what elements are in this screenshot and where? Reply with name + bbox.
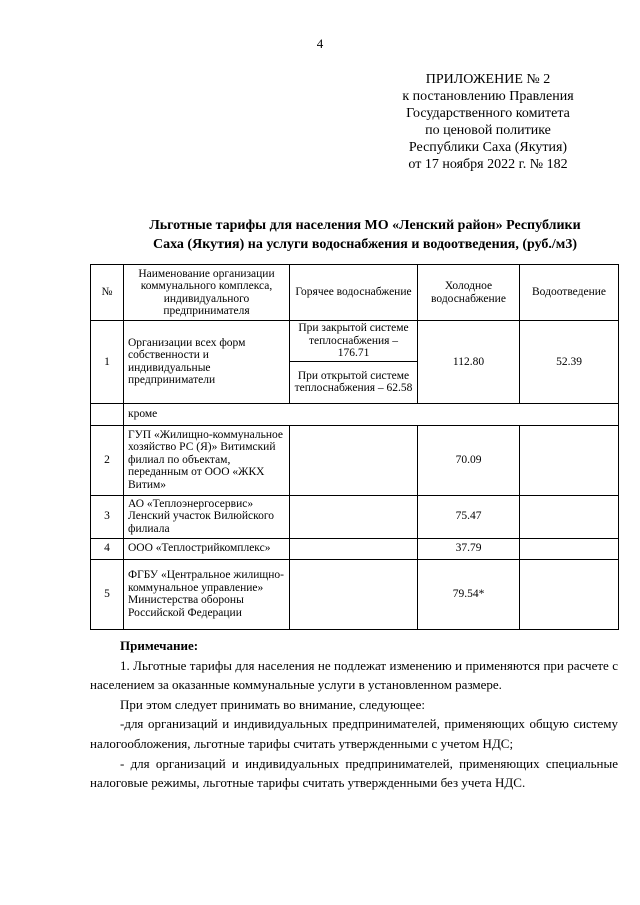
note-paragraph: -для организаций и индивидуальных предпринимателей, применяющих общую систему налогообложения, льготные тарифы считать утвержденными с учетом НДС; [90,716,618,751]
table-row [91,495,619,538]
row-hot-open: При открытой системе теплоснабжения – 62.58 [290,361,418,403]
row-org: ФГБУ «Центральное жилищно-коммунальное управление» Министерства обороны Российской Федерации [124,559,290,629]
row-num: 2 [91,425,124,495]
notes-section [90,636,618,793]
table-row [91,559,619,629]
table-header-row [91,265,619,321]
row-sewer: 52.39 [520,321,619,404]
appendix-line: ПРИЛОЖЕНИЕ № 2 [425,72,551,87]
table-row [91,321,619,362]
row-num: 1 [91,321,124,404]
appendix-header [378,71,598,173]
header-cold-water: Холодное водоснабжение [418,265,520,321]
header-sewerage: Водоотведение [520,265,619,321]
document-title [100,216,630,254]
row-num: 3 [91,495,124,538]
row-org: ГУП «Жилищно-коммунальное хозяйство РС (Я)» Витимский филиал по объектам, переданным от ООО «ЖКХ Витим» [124,425,290,495]
except-label: кроме [124,403,619,425]
table-row [91,425,619,495]
note-paragraph: При этом следует принимать во внимание, следующее: [120,696,425,712]
title-line: Саха (Якутия) на услуги водоснабжения и водоотведения, (руб./м3) [153,237,577,252]
appendix-line: от 17 ноября 2022 г. № 182 [408,157,568,172]
appendix-line: по ценовой политике [425,123,551,138]
header-hot-water: Горячее водоснабжение [290,265,418,321]
row-cold: 112.80 [418,321,520,404]
title-line: Льготные тарифы для населения МО «Ленский район» Республики [149,218,581,233]
header-org: Наименование организации коммунального комплекса, индивидуального предпринимателя [124,265,290,321]
row-cold: 37.79 [418,538,520,559]
row-cold: 75.47 [418,495,520,538]
note-paragraph: - для организаций и индивидуальных предпринимателей, применяющих специальные налоговые режимы, льготные тарифы считать утвержденными без учета НДС. [90,755,618,791]
row-org: Организации всех форм собственности и индивидуальные предприниматели [124,321,290,404]
table-row-except [91,403,619,425]
row-org: АО «Теплоэнергосервис» Ленский участок Вилюйского филиала [124,495,290,538]
row-cold: 70.09 [418,425,520,495]
appendix-line: Республики Саха (Якутия) [408,140,568,155]
row-cold: 79.54* [418,559,520,629]
tariffs-table [90,264,619,630]
row-hot-closed: При закрытой системе теплоснабжения – 176.71 [290,321,418,362]
header-num: № [91,265,124,321]
appendix-line: к постановлению Правления [402,89,574,104]
row-num: 5 [91,559,124,629]
row-org: ООО «Теплострийкомплекс» [124,538,290,559]
page-number: 4 [316,36,324,51]
note-paragraph: 1. Льготные тарифы для населения не подлежат изменению и применяются при расчете с населением за оказанные коммунальные услуги в установленном размере. [90,657,618,693]
notes-heading: Примечание: [120,638,199,653]
row-num: 4 [91,538,124,559]
appendix-line: Государственного комитета [406,106,570,121]
table-row [91,538,619,559]
